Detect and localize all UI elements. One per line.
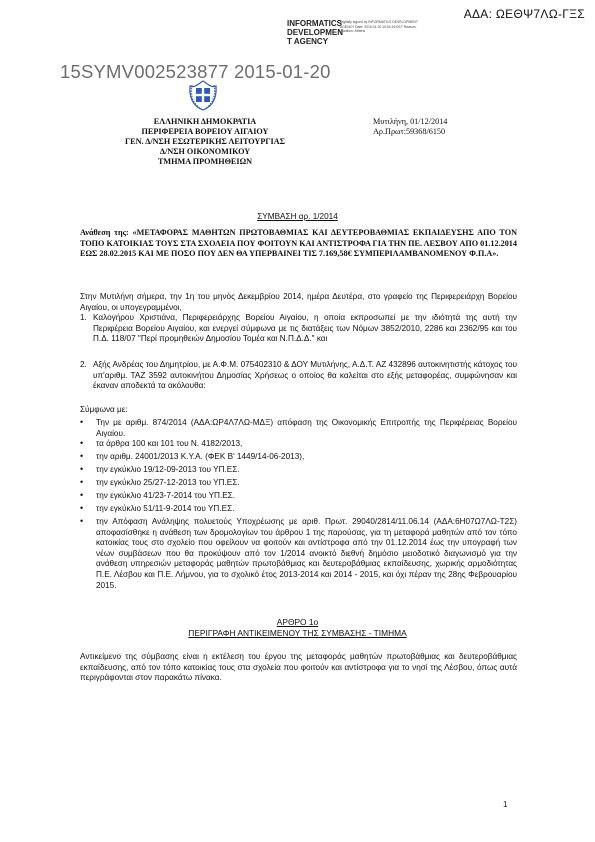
org-line: ΓΕΝ. Δ/ΝΣΗ ΕΣΩΤΕΡΙΚΗΣ ΛΕΙΤΟΥΡΓΙΑΣ	[124, 137, 286, 146]
greek-emblem-icon	[185, 76, 221, 112]
bullet-icon: •	[80, 477, 84, 487]
legal-basis-item: Την με αριθμ. 874/2014 (ΑΔΑ:ΩΡ4Λ7ΛΩ-ΜΔΞ) απόφαση της Οικονομικής Επιτροπής της Περιφέρειας Βορείου Αιγαίου.	[96, 418, 517, 438]
legal-basis-item: την εγκύκλιο 19/12-09-2013 του ΥΠ.ΕΣ.	[96, 465, 240, 474]
page-number: 1	[503, 800, 508, 809]
article-number: ΑΡΘΡΟ 1ο	[276, 617, 319, 627]
bullet-icon: •	[80, 451, 84, 461]
bullet-icon: •	[80, 516, 84, 526]
according-to-label: Σύμφωνα με:	[80, 405, 128, 414]
article-block	[0, 617, 595, 639]
bullet-icon: •	[80, 464, 84, 474]
agency-name: INFORMATICS DEVELOPMEN T AGENCY	[287, 19, 344, 46]
protocol-number: Αρ.Πρωτ:59368/6150	[373, 127, 446, 136]
digital-signature-text: Digitally signed by INFORMATICS DEVELOPMENT AGENCY Date: 2015.01.20 10:54:16 EET Reason: Location: Athens	[340, 20, 418, 34]
article-heading: ΠΕΡΙΓΡΑΦΗ ΑΝΤΙΚΕΙΜΕΝΟΥ ΤΗΣ ΣΥΜΒΑΣΗΣ - ΤΙΜΗΜΑ	[188, 628, 407, 638]
party-number: 2.	[80, 360, 87, 369]
bullet-icon: •	[80, 503, 84, 513]
ada-code: ΑΔΑ: ΩΕΘΨ7ΛΩ-ΓΞΣ	[463, 7, 585, 21]
document-stamp-id: 15SYMV002523877 2015-01-20	[60, 61, 331, 82]
legal-basis-item: την εγκύκλιο 25/27-12-2013 του ΥΠ.ΕΣ.	[96, 478, 240, 487]
bullet-icon: •	[80, 417, 84, 427]
org-line: ΠΕΡΙΦΕΡΕΙΑ ΒΟΡΕΙΟΥ ΑΙΓΑΙΟΥ	[141, 127, 269, 136]
article-text: Αντικείμενο της σύμβασης είναι η εκτέλεση του έργου της μεταφοράς μαθητών πρωτοβάθμιας και δευτεροβάθμιας εκπαίδευσης, από τον τόπο κατοικίας τους στα σχολεία που φοιτούν και αντίστροφα για το νησί της Λέσβου, όπως αυτά περιγράφονται στον παρακάτω πίνακα.	[80, 652, 517, 683]
place-date: Μυτιλήνη, 01/12/2014	[373, 117, 448, 126]
party-number: 1.	[80, 313, 87, 322]
assignment-paragraph: Ανάθεση της: «ΜΕΤΑΦΟΡΑΣ ΜΑΘΗΤΩΝ ΠΡΩΤΟΒΑΘΜΙΑΣ ΚΑΙ ΔΕΥΤΕΡΟΒΑΘΜΙΑΣ ΕΚΠΑΙΔΕΥΣΗΣ ΑΠΟ ΤΟΝ ΤΟΠΟ ΚΑΤΟΙΚΙΑΣ ΤΟΥΣ ΣΤΑ ΣΧΟΛΕΙΑ ΠΟΥ ΦΟΙΤΟΥΝ ΚΑΙ ΑΝΤΙΣΤΡΟΦΑ ΓΙΑ ΤΗΝ ΠΕ. ΛΕΣΒΟΥ ΑΠΟ 01.12.2014 ΕΩΣ 28.02.2015 ΚΑΙ ΜΕ ΠΟΣΟ ΠΟΥ ΔΕΝ ΘΑ ΥΠΕΡΒΑΙΝΕΙ ΤΙΣ 7.169,58€ ΣΥΜΠΕΡΙΛΑΜΒΑΝΟΜΕΝΟΥ Φ.Π.Α».	[80, 228, 517, 259]
legal-basis-item: τα άρθρα 100 και 101 του Ν. 4182/2013,	[96, 439, 243, 448]
legal-basis-item: την Απόφαση Ανάληψης πολυετούς Υποχρέωσης με αριθ. Πρωτ. 29040/2814/11.06.14 (ΑΔΑ:6Η07Ω7ΛΩ-Τ2Σ) αποφασίσθηκε η ανάθεση των δρομολογίων του άρθρου 1 της παρούσας, για τη μεταφορά μαθητών από τον τόπο κατοικίας τους στο σχολείο που οφείλουν να φοιτούν και αντίστροφα από την 01.12.2014 έως την υπογραφή των νέων συμβάσεων που θα προκύψουν από τον 1/2014 ανοικτό διεθνή δημόσιο μειοδοτικό διαγωνισμό για την ανάθεση υπηρεσιών μεταφοράς μαθητών πρωτοβάθμιας και δευτεροβάθμιας εκπαίδευσης, χωρικής αρμοδιότητας Π.Ε. Λέσβου και Π.Ε. Λήμνου, για το σχολικό έτος 2013-2014 και 2014 - 2015, και όχι πέραν της 28ης Φεβρουαρίου 2015.	[96, 517, 517, 590]
intro-paragraph: Στην Μυτιλήνη σήμερα, την 1η του μηνός Δεκεμβρίου 2014, ημέρα Δευτέρα, στο γραφείο της Περιφερειάρχη Βορείου Αιγαίου, οι υπογεγραμμένοι,	[80, 292, 517, 312]
legal-basis-item: την αριθμ. 24001/2013 Κ.Υ.Α. (ΦΕΚ Β' 1449/14-06-2013),	[96, 452, 305, 461]
org-line: Δ/ΝΣΗ ΟΙΚΟΝΟΜΙΚΟΥ	[159, 147, 251, 156]
org-line: ΕΛΛΗΝΙΚΗ ΔΗΜΟΚΡΑΤΙΑ	[153, 117, 257, 126]
legal-basis-item: την εγκύκλιο 51/11-9-2014 του ΥΠ.ΕΣ.	[96, 504, 235, 513]
legal-basis-item: την εγκύκλιο 41/23-7-2014 του ΥΠ.ΕΣ.	[96, 491, 236, 500]
bullet-icon: •	[80, 490, 84, 500]
org-line: ΤΜΗΜΑ ΠΡΟΜΗΘΕΙΩΝ	[157, 157, 253, 166]
party-2-text: Αξής Ανδρέας του Δημητρίου, με Α.Φ.Μ. 075402310 & ΔΟΥ Μυτιλήνης, Α.Δ.Τ. ΑΖ 432896 αυτοκινητιστής κάτοχος του υπ'αριθμ. ΤΑΖ 3592 αυτοκινήτου Δημοσίας Χρήσεως ο οποίος θα καλείται στο εξής μεταφορέας, συμφώνησαν και έκαναν αποδεκτά τα ακόλουθα:	[93, 360, 517, 391]
party-1-text: Καλογήρου Χριστιάνα, Περιφερειάρχης Βορείου Αιγαίου, η οποία εκπροσωπεί με την ιδιότητά της αυτή την Περιφέρεια Βορείου Αιγαίου, και ενεργεί σύμφωνα με τις διατάξεις των Νόμων 3852/2010, 2286 και 2362/95 και του Π.Δ. 118/07 "Περί προμηθειών Δημοσίου Τομέα και Ν.Π.Δ.Δ." και	[93, 313, 517, 344]
bullet-icon: •	[80, 438, 84, 448]
issuing-authority-block	[80, 117, 330, 167]
place-date-block	[373, 117, 447, 137]
contract-title: ΣΥΜΒΑΣΗ αρ. 1/2014	[257, 212, 338, 221]
